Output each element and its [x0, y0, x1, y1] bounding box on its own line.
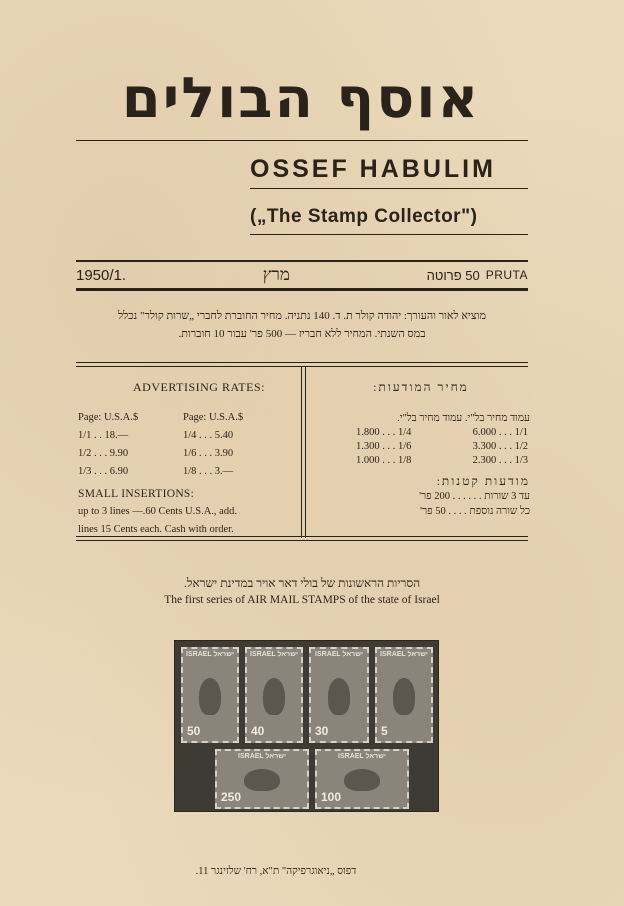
stamp-country: ISRAEL ישראל: [315, 651, 363, 658]
ads-he-heading: מחיר המודעות:: [373, 380, 469, 394]
rate-row: 1/8 . . . 3.—: [183, 466, 234, 477]
bird-image: [199, 678, 221, 715]
small-insertions-line: up to 3 lines —.60 Cents U.S.A., add.: [78, 506, 237, 517]
bird-image: [393, 678, 415, 715]
stamp-country: ISRAEL ישראל: [250, 651, 298, 658]
title-rule: [76, 140, 528, 141]
stamp: [181, 647, 239, 743]
advertising-rates-hebrew: [312, 380, 530, 519]
stamp-value: 40: [251, 724, 265, 738]
stamp-value: 30: [315, 724, 329, 738]
ads-en-right-col: [183, 409, 288, 481]
he-rate-right: 3.300 . . . 1/2: [472, 441, 528, 452]
stamp: [315, 749, 409, 809]
small-insertions-line: lines 15 Cents each. Cash with order.: [78, 524, 234, 535]
he-rate-left: 1.800 . . . 1/4: [356, 427, 412, 438]
stamp-country: ISRAEL ישראל: [338, 753, 386, 760]
issue-month: מרץ: [262, 265, 290, 284]
he-rate-row: [312, 441, 530, 452]
ads-he-col-head: עמוד מחיר בל"י. עמוד מחיר בל"י.: [397, 413, 530, 424]
stamp: [245, 647, 303, 743]
ads-bottom-rule-2: [76, 540, 528, 541]
bird-image: [263, 678, 285, 715]
small-ads-he-line: עד 3 שורות . . . . . . 200 פר': [419, 491, 530, 502]
bird-image: [244, 769, 280, 791]
printer-credit: דפוס „ניאוגרפיקה" ת"א, רח' שלזינגר 11.: [195, 866, 357, 877]
ads-top-rule-2: [76, 366, 528, 367]
rate-row: 1/4 . . . 5.40: [183, 430, 234, 441]
he-rate-right: 2.300 . . . 1/3: [472, 455, 528, 466]
rate-row: 1/2 . . . 9.90: [78, 448, 129, 459]
bird-image: [344, 769, 380, 791]
col-head: Page: U.S.A.$: [183, 412, 244, 423]
masthead-bottom-rule: [76, 288, 528, 291]
hebrew-title: אוסף הבולים: [121, 66, 481, 131]
publisher-line: מוציא לאור והעורך: יהודה קולר ת. ד. 140 נתניה. מחיר החוברת לחברי „שרות קולר" נכלל: [117, 310, 487, 322]
rate-row: 1/1 . . 18.—: [78, 430, 129, 441]
subtitle-rule: [250, 234, 528, 235]
stamp-country: ISRAEL ישראל: [380, 651, 428, 658]
price-hebrew: 50 פרוטה: [426, 267, 480, 283]
publisher-notice: [76, 307, 528, 343]
subtitle: („The Stamp Collector"): [250, 206, 478, 227]
advertising-rates-english: [78, 380, 300, 539]
rate-row: 1/6 . . . 3.90: [183, 448, 234, 459]
small-insertions: [78, 485, 300, 539]
stamp-country: ISRAEL ישראל: [186, 651, 234, 658]
he-rate-row: [312, 427, 530, 438]
price-latin: PRUTA: [485, 268, 528, 282]
latin-title: OSSEF HABULIM: [250, 155, 496, 183]
ads-divider: [301, 366, 302, 538]
ads-en-heading: ADVERTISING RATES:: [133, 380, 265, 394]
publisher-line: במס השנתי. המחיר ללא חבריז — 500 פר' עבור 10 חוברות.: [178, 328, 426, 340]
issue-number: 1950/1.: [76, 266, 127, 284]
ads-en-left-col: [78, 409, 183, 481]
stamp-value: 250: [221, 790, 242, 804]
small-insertions-heading: SMALL INSERTIONS:: [78, 488, 195, 500]
he-rate-row: [312, 455, 530, 466]
he-rate-left: 1.300 . . . 1/6: [356, 441, 412, 452]
stamp-country: ISRAEL ישראל: [238, 753, 286, 760]
small-ads-he-heading: מודעות קטנות:: [436, 474, 530, 488]
rate-row: 1/3 . . . 6.90: [78, 466, 129, 477]
stamp-value: 100: [321, 790, 342, 804]
small-ads-he-line: כל שורה נוספת . . . . 50 פר': [420, 506, 530, 517]
ads-divider-2: [305, 366, 306, 538]
stamp: [309, 647, 369, 743]
stamp-value: 50: [187, 724, 201, 738]
col-head: Page: U.S.A.$: [78, 412, 139, 423]
bird-image: [328, 678, 350, 715]
stamp: [215, 749, 309, 809]
airmail-stamps-photo: [174, 640, 439, 812]
caption-hebrew: הסריות הראשונות של בולי דאר אויר במדינת ישראל.: [183, 576, 421, 590]
issue-line: [76, 262, 528, 288]
he-rate-right: 6.000 . . . 1/1: [472, 427, 528, 438]
stamp: [375, 647, 433, 743]
caption-english: The first series of AIR MAIL STAMPS of the state of Israel: [164, 594, 440, 606]
ads-top-rule: [76, 362, 528, 363]
he-rate-left: 1.000 . . . 1/8: [356, 455, 412, 466]
stamp-value: 5: [381, 724, 388, 738]
price: [427, 268, 528, 283]
latin-title-rule: [250, 188, 528, 189]
